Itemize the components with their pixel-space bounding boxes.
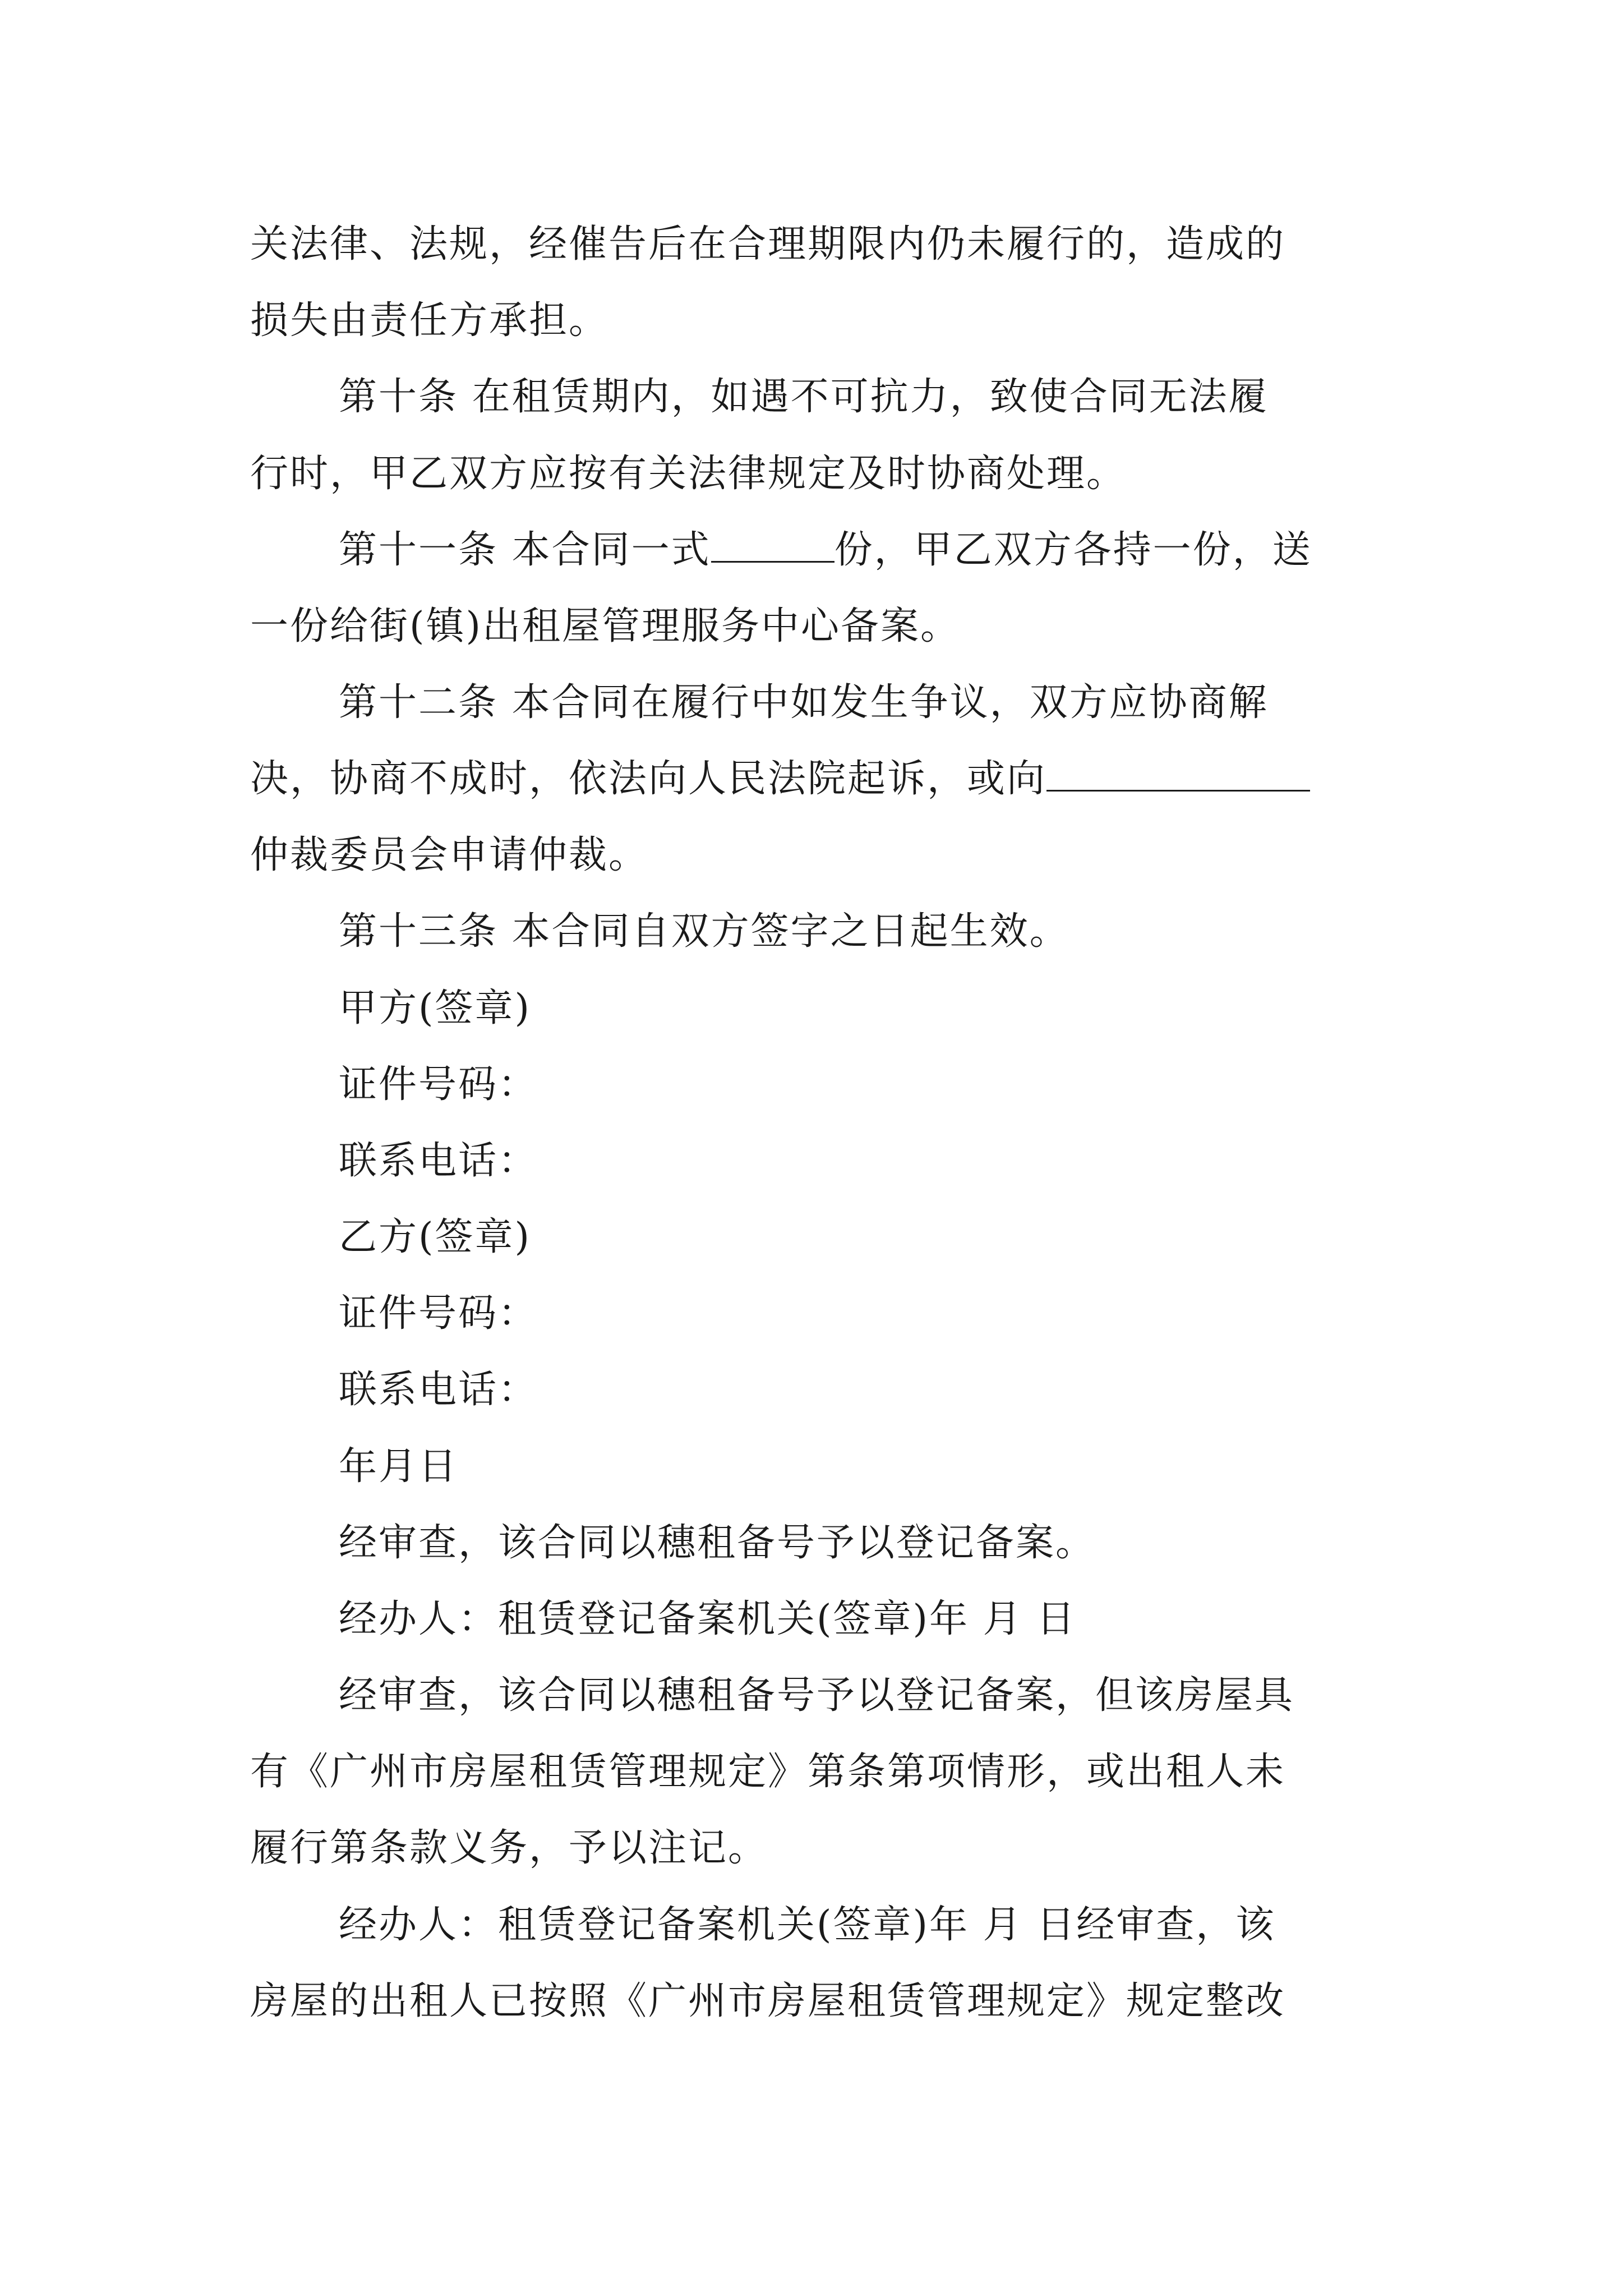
review-note-2-line-2: 有《广州市房屋租赁管理规定》第条第项情形，或出租人未 bbox=[250, 1750, 1286, 1794]
article-12-line-1: 第十二条 本合同在履行中如发生争议，双方应协商解 bbox=[339, 680, 1269, 725]
article-12-text: 决，协商不成时，依法向人民法院起诉，或向 bbox=[250, 757, 1047, 801]
party-b-signature: 乙方(签章) bbox=[339, 1215, 532, 1259]
text-line-2: 损失由责任方承担。 bbox=[250, 298, 609, 343]
review-note-2-line-3: 履行第条款义务，予以注记。 bbox=[250, 1826, 768, 1870]
party-a-id-number: 证件号码： bbox=[339, 1062, 538, 1107]
article-11-line-2: 一份给街(镇)出租屋管理服务中心备案。 bbox=[250, 604, 961, 648]
article-13-line: 第十三条 本合同自双方签字之日起生效。 bbox=[339, 909, 1069, 954]
copies-blank bbox=[711, 530, 834, 563]
review-note-2-line-1: 经审查，该合同以穗租备号予以登记备案，但该房屋具 bbox=[339, 1673, 1295, 1718]
sign-date: 年月日 bbox=[339, 1444, 459, 1489]
party-a-phone: 联系电话： bbox=[339, 1139, 538, 1183]
article-11-text-a: 第十一条 本合同一式 bbox=[339, 528, 711, 572]
text-line-1: 关法律、法规，经催告后在合理期限内仍未履行的，造成的 bbox=[250, 222, 1286, 266]
handler-line-1: 经办人：租赁登记备案机关(签章)年 月 日 bbox=[339, 1597, 1077, 1641]
review-note-3-line: 房屋的出租人已按照《广州市房屋租赁管理规定》规定整改 bbox=[250, 1979, 1286, 2023]
article-10-line-2: 行时，甲乙双方应按有关法律规定及时协商处理。 bbox=[250, 452, 1127, 496]
article-10-line-1: 第十条 在租赁期内，如遇不可抗力，致使合同无法履 bbox=[339, 375, 1269, 419]
party-a-signature: 甲方(签章) bbox=[339, 986, 532, 1030]
article-12-line-2 bbox=[250, 751, 1310, 807]
party-b-id-number: 证件号码： bbox=[339, 1291, 538, 1336]
article-12-line-3: 仲裁委员会申请仲裁。 bbox=[250, 833, 649, 877]
party-b-phone: 联系电话： bbox=[339, 1368, 538, 1412]
arbitration-blank bbox=[1046, 758, 1310, 792]
handler-line-2: 经办人：租赁登记备案机关(签章)年 月 日经审查，该 bbox=[339, 1903, 1276, 1947]
article-11-line-1 bbox=[339, 522, 1312, 578]
article-11-text-b: 份，甲乙双方各持一份，送 bbox=[834, 528, 1312, 572]
review-note-1: 经审查，该合同以穗租备号予以登记备案。 bbox=[339, 1521, 1096, 1565]
